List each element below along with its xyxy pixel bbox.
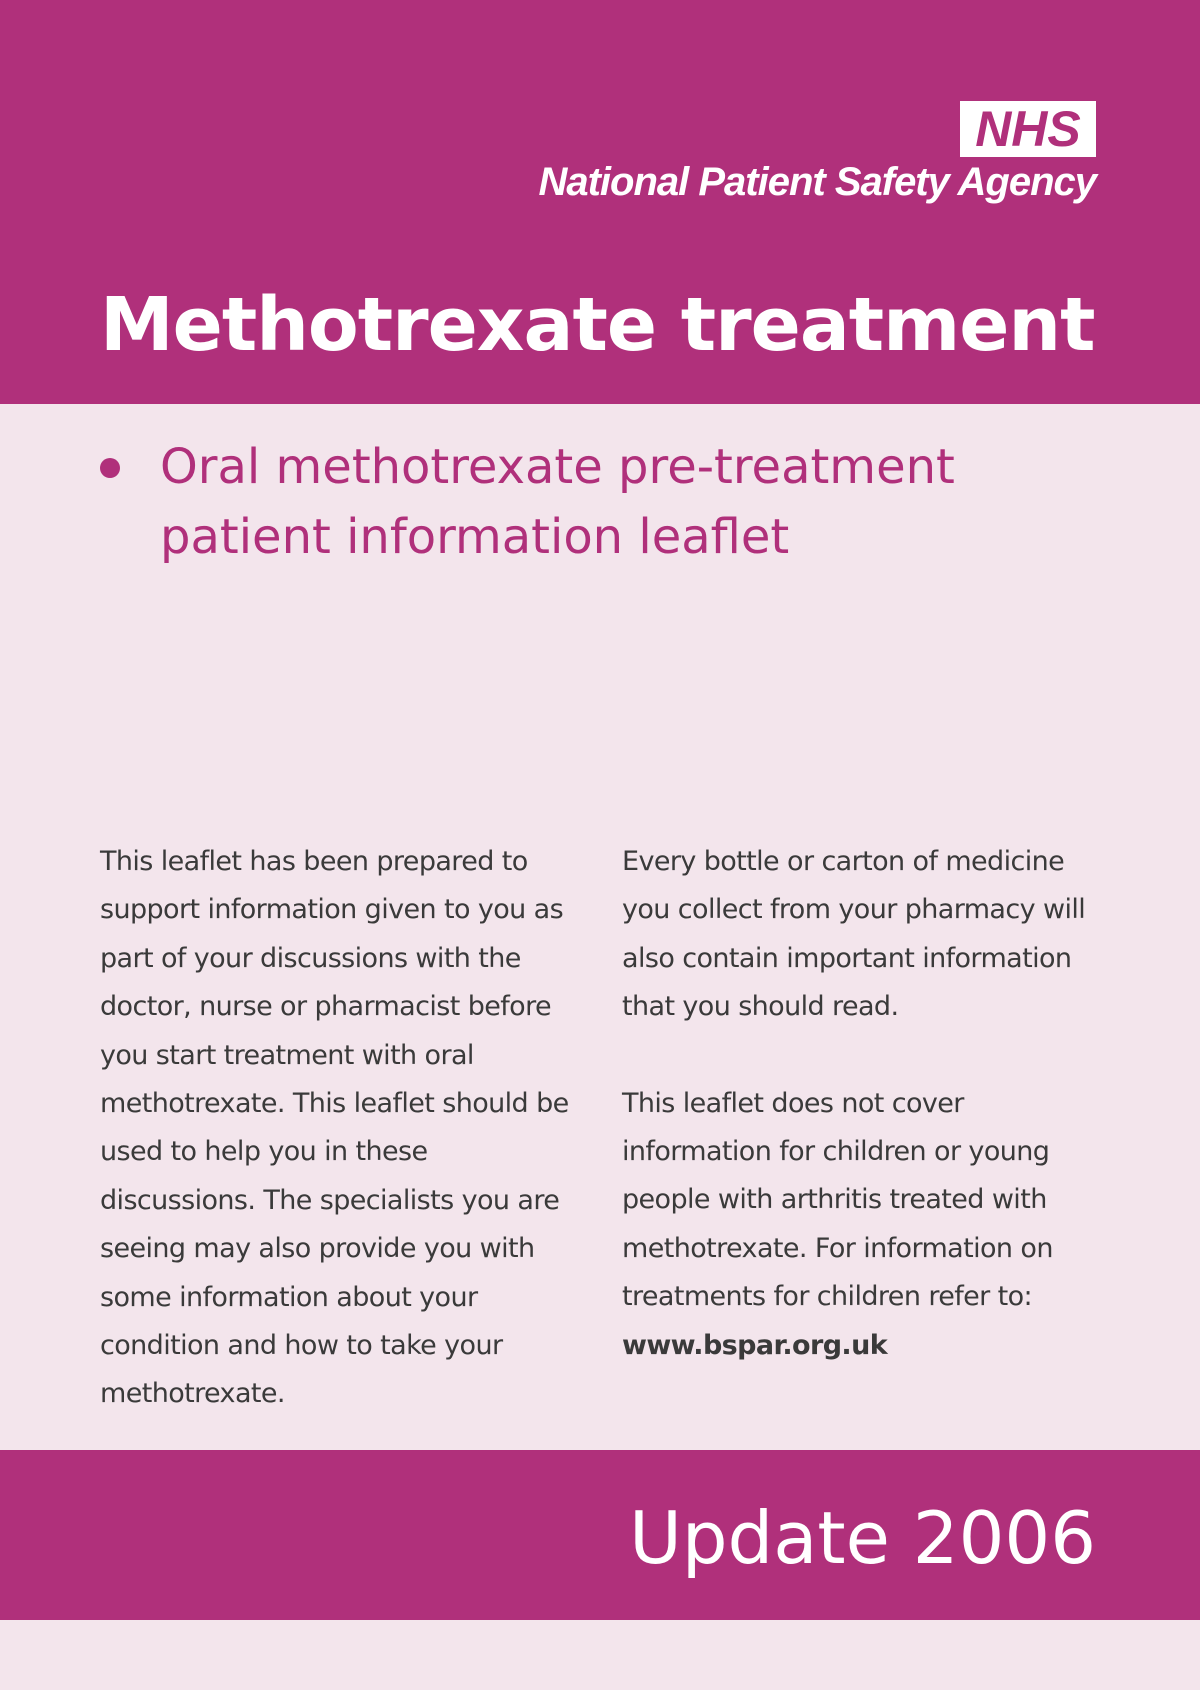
- agency-name: National Patient Safety Agency: [538, 160, 1096, 204]
- intro-paragraph: This leaflet has been prepared to support information given to you as part of your discussions with the doctor, nurse or pharmacist before you start treatment with oral methotrexate. This leaflet should be used to help you in these discussions. The specialists you are seeing may also provide you with some information about your condition and how to take your methotrexate.: [100, 846, 569, 1410]
- intro-column-left: [100, 838, 580, 1419]
- medicine-info-paragraph: Every bottle or carton of medicine you collect from your pharmacy will also contain important information that you should read.: [622, 846, 1086, 1023]
- bspar-link[interactable]: www.bspar.org.uk: [622, 1329, 888, 1361]
- page-title: Methotrexate treatment: [100, 282, 1095, 368]
- nhs-logo: [960, 101, 1096, 157]
- intro-column-right: [622, 838, 1102, 1418]
- children-info-paragraph: [622, 1080, 1102, 1370]
- children-info-text: This leaflet does not cover information for children or young people with arthritis treated with methotrexate. For information on treatments for children refer to:: [622, 1087, 1053, 1313]
- nhs-logo-text: NHS: [975, 101, 1081, 157]
- header-band: [0, 0, 1200, 404]
- subtitle-row: [100, 432, 1100, 572]
- update-label: Update 2006: [629, 1496, 1096, 1580]
- subtitle: Oral methotrexate pre-treatment patient information leaflet: [160, 439, 955, 565]
- bullet-icon: [100, 458, 120, 478]
